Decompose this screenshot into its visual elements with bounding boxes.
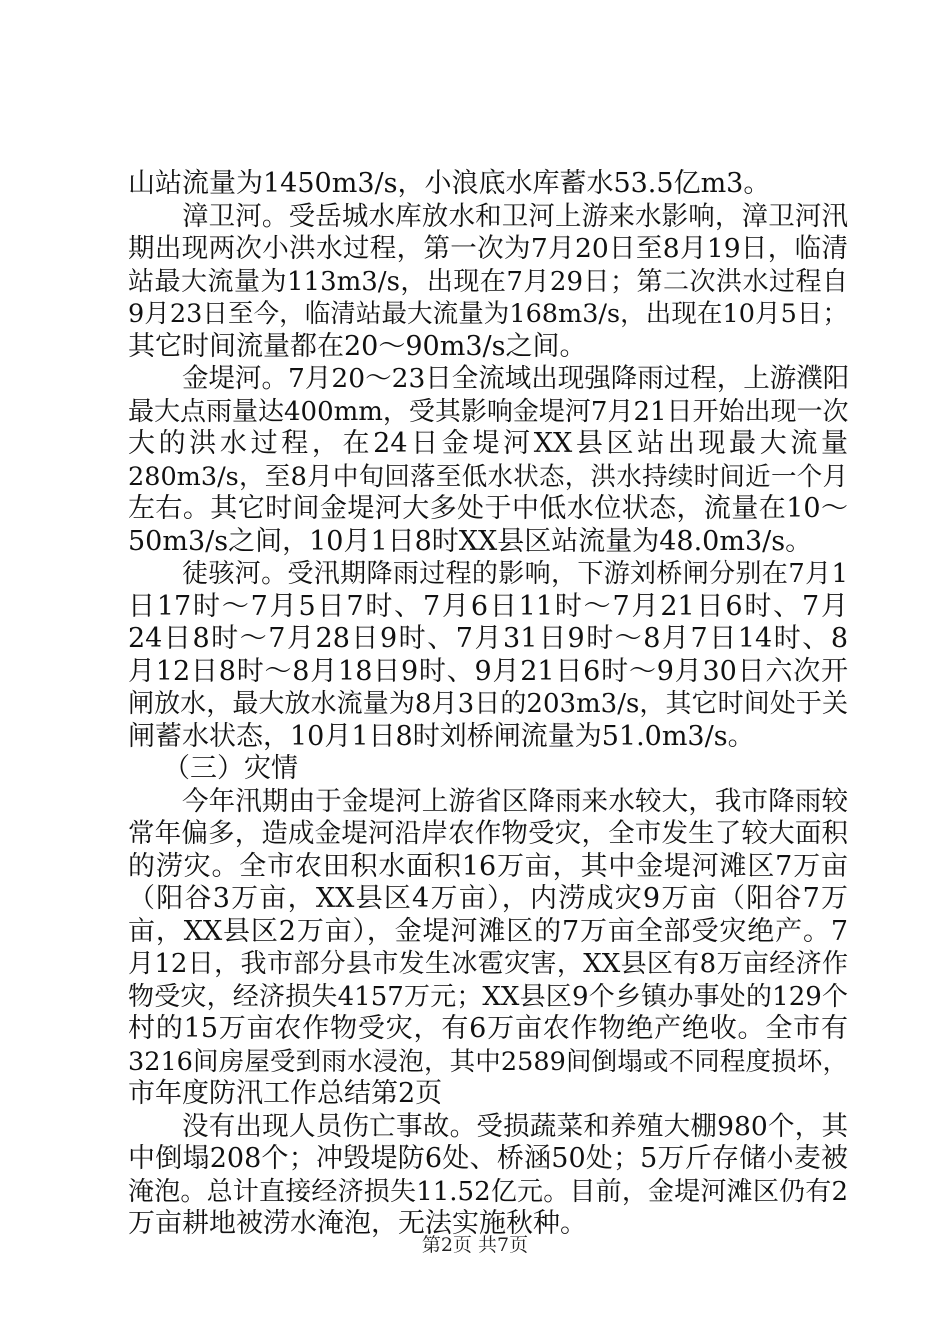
text-line: 左右。其它时间金堤河大多处于中低水位状态，流量在10～ <box>128 493 848 524</box>
text-line: 的涝灾。全市农田积水面积16万亩，其中金堤河滩区7万亩 <box>128 850 848 882</box>
text-line: 山站流量为1450m3/s，小浪底水库蓄水53.5亿m3。 <box>128 168 771 199</box>
text-line: 日17时～7月5日7时、7月6日11时～7月21日6时、7月 <box>128 590 848 622</box>
text-line: 9月23日至今，临清站最大流量为168m3/s，出现在10月5日； <box>128 299 848 329</box>
page-footer: 第2页 共7页 <box>421 1234 529 1256</box>
text-line: 月12日，我市部分县市发生冰雹灾害，XX县区有8万亩经济作 <box>128 949 848 979</box>
text-line: 24日8时～7月28日9时、7月31日9时～8月7日14时、8 <box>128 623 848 654</box>
text-line: 市年度防汛工作总结第2页 <box>128 1078 443 1109</box>
text-line: 没有出现人员伤亡事故。受损蔬菜和养殖大棚980个，其 <box>182 1110 848 1142</box>
text-line: 期出现两次小洪水过程，第一次为7月20日至8月19日，临清 <box>128 233 848 264</box>
text-line: 今年汛期由于金堤河上游省区降雨来水较大，我市降雨较 <box>182 785 848 817</box>
text-line: 金堤河。7月20～23日全流域出现强降雨过程，上游濮阳 <box>182 363 850 394</box>
text-line: 闸放水，最大放水流量为8月3日的203m3/s，其它时间处于关 <box>128 689 848 719</box>
text-line: 中倒塌208个；冲毁堤防6处、桥涵50处；5万斤存储小麦被 <box>128 1143 848 1174</box>
text-line: 站最大流量为113m3/s，出现在7月29日；第二次洪水过程自 <box>128 266 848 297</box>
text-line: 闸蓄水状态，10月1日8时刘桥闸流量为51.0m3/s。 <box>128 720 755 752</box>
text-line: 其它时间流量都在20～90m3/s之间。 <box>128 330 587 362</box>
text-line: （阳谷3万亩，XX县区4万亩），内涝成灾9万亩（阳谷7万 <box>128 883 848 914</box>
text-line: 漳卫河。受岳城水库放水和卫河上游来水影响，漳卫河汛 <box>182 200 848 232</box>
text-line: 徒骇河。受汛期降雨过程的影响，下游刘桥闸分别在7月1 <box>182 559 848 589</box>
document-body <box>128 168 848 1241</box>
text-line: 淹泡。总计直接经济损失11.52亿元。目前，金堤河滩区仍有2 <box>128 1176 848 1207</box>
text-line: 3216间房屋受到雨水浸泡，其中2589间倒塌或不同程度损坏， <box>128 1046 848 1077</box>
text-line: 村的15万亩农作物受灾，有6万亩农作物绝产绝收。全市有 <box>128 1013 848 1044</box>
text-line: 50m3/s之间，10月1日8时XX县区站流量为48.0m3/s。 <box>128 525 813 557</box>
text-line: 物受灾，经济损失4157万元；XX县区9个乡镇办事处的129个 <box>128 981 848 1012</box>
text-line: 大的洪水过程，在24日金堤河XX县区站出现最大流量 <box>128 428 848 459</box>
section-heading: （三）灾情 <box>163 753 298 784</box>
text-line: 280m3/s，至8月中旬回落至低水状态，洪水持续时间近一个月 <box>128 461 848 492</box>
text-line: 最大点雨量达400mm，受其影响金堤河7月21日开始出现一次 <box>128 396 849 427</box>
text-line: 常年偏多，造成金堤河沿岸农作物受灾，全市发生了较大面积 <box>128 818 848 849</box>
text-line: 月12日8时～8月18日9时、9月21日6时～9月30日六次开 <box>128 655 848 687</box>
text-line: 亩，XX县区2万亩），金堤河滩区的7万亩全部受灾绝产。7 <box>128 915 848 947</box>
text-line: 万亩耕地被涝水淹泡，无法实施秋种。 <box>128 1208 587 1239</box>
